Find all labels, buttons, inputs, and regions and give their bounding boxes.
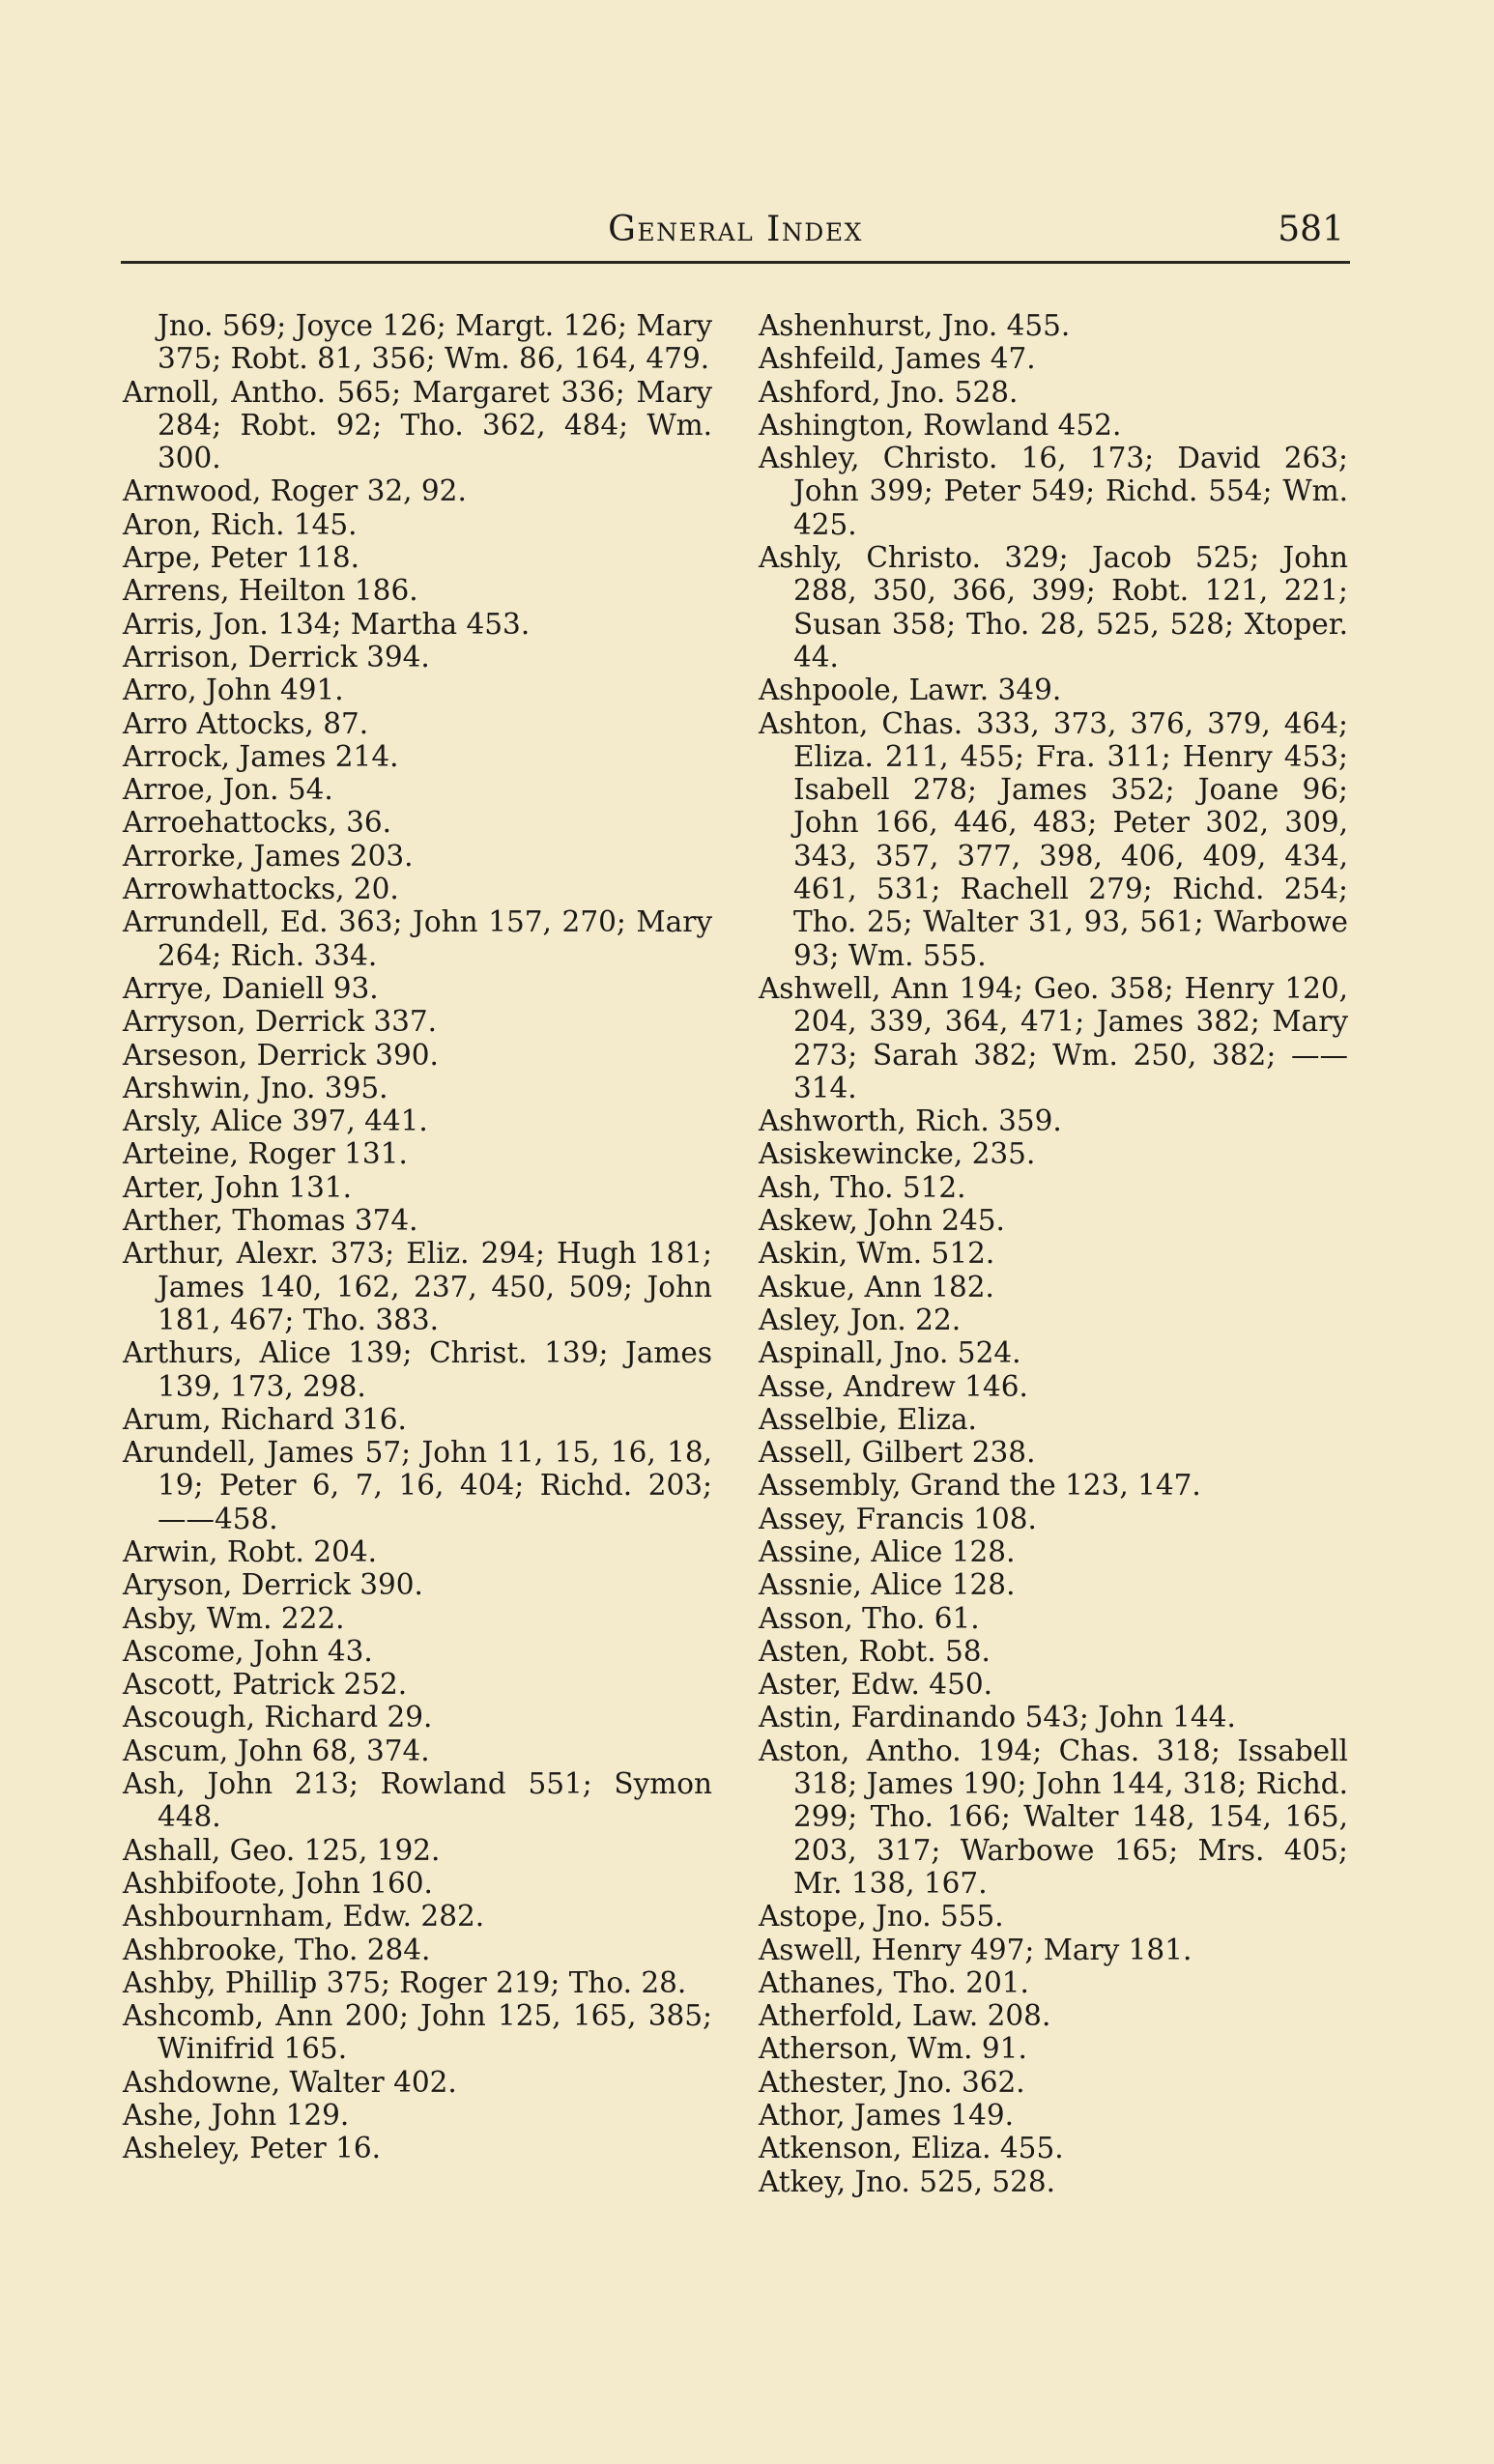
index-entry: Arrock, James 214. [123, 739, 399, 773]
index-entry: Ashly, Christo. 329; Jacob 525; John 288, 350, 366, 399; Robt. 121, 221; Susan 358; Tho. 28, 525, 528; Xtoper. 44. [759, 541, 1348, 673]
index-entry: Ashton, Chas. 333, 373, 376, 379, 464; Eliza. 211, 455; Fra. 311; Henry 453; Isabell 278; James 352; Joane 96; John 166, 446, 483; Peter 302, 309, 343, 357, 377, 398, 406, 409, 434, 461, 531; Rachell 279; Richd. 254; Tho. 25; Walter 31, 93, 561; Warbowe 93; Wm. 555. [759, 706, 1348, 972]
index-entry: Asiskewincke, 235. [759, 1137, 1036, 1171]
index-entry: Ashfeild, James 47. [759, 342, 1036, 376]
index-entry: Ashall, Geo. 125, 192. [123, 1833, 441, 1867]
index-entry: Ascum, John 68, 374. [123, 1733, 430, 1767]
index-entry: Athester, Jno. 362. [759, 2065, 1025, 2099]
index-entry: Arrorke, James 203. [123, 839, 414, 873]
index-entry: Arrye, Daniell 93. [123, 971, 379, 1005]
index-entry: Ascome, John 43. [123, 1634, 373, 1668]
index-entry: Atherson, Wm. 91. [759, 2032, 1027, 2066]
index-entry: Asselbie, Eliza. [759, 1402, 977, 1436]
index-entry: Ashby, Phillip 375; Roger 219; Tho. 28. [123, 1965, 687, 1999]
index-entry: Ascough, Richard 29. [123, 1701, 433, 1734]
index-entry: Ashdowne, Walter 402. [123, 2065, 457, 2099]
index-entry: Arnwood, Roger 32, 92. [123, 474, 467, 508]
index-entry: Ashington, Rowland 452. [759, 408, 1122, 442]
index-entry: Astin, Fardinando 543; John 144. [759, 1701, 1236, 1734]
index-entry: Assell, Gilbert 238. [759, 1436, 1036, 1470]
index-entry: Asten, Robt. 58. [759, 1634, 991, 1668]
index-entry: Jno. 569; Joyce 126; Margt. 126; Mary 375; Robt. 81, 356; Wm. 86, 164, 479. [158, 309, 712, 376]
page-header [121, 207, 1350, 264]
index-entry: Arro Attocks, 87. [123, 706, 369, 740]
index-entry: Ashford, Jno. 528. [759, 375, 1019, 409]
index-entry: Arthur, Alexr. 373; Eliz. 294; Hugh 181; James 140, 162, 237, 450, 509; John 181, 467; Tho. 383. [123, 1237, 712, 1336]
index-entry: Arroehattocks, 36. [123, 806, 391, 840]
index-entry: Aster, Edw. 450. [759, 1668, 992, 1702]
index-entry: Ashbrooke, Tho. 284. [123, 1933, 431, 1966]
index-entry: Arteine, Roger 131. [123, 1137, 408, 1171]
index-entry: Arundell, James 57; John 11, 15, 16, 18, 19; Peter 6, 7, 16, 404; Richd. 203; ——458. [123, 1436, 712, 1535]
index-entry: Asley, Jon. 22. [759, 1303, 962, 1336]
index-entry: Asby, Wm. 222. [123, 1601, 345, 1635]
index-entry: Ashley, Christo. 16, 173; David 263; John 399; Peter 549; Richd. 554; Wm. 425. [759, 442, 1348, 541]
index-entry: Asson, Tho. 61. [759, 1601, 980, 1635]
index-entry: Ascott, Patrick 252. [123, 1668, 408, 1702]
index-entry: Aspinall, Jno. 524. [759, 1336, 1021, 1370]
index-entry: Arsly, Alice 397, 441. [123, 1104, 428, 1138]
index-entry: Aryson, Derrick 390. [123, 1568, 423, 1602]
index-entry: Arseson, Derrick 390. [123, 1038, 439, 1072]
index-entry: Arryson, Derrick 337. [123, 1005, 438, 1039]
index-entry: Atkey, Jno. 525, 528. [759, 2164, 1056, 2198]
index-entry: Askew, John 245. [759, 1204, 1005, 1238]
index-entry: Assnie, Alice 128. [759, 1568, 1016, 1602]
index-entry: Ash, John 213; Rowland 551; Symon 448. [123, 1767, 712, 1834]
index-entry: Arrison, Derrick 394. [123, 640, 430, 673]
index-entry: Arthurs, Alice 139; Christ. 139; James 139, 173, 298. [123, 1336, 712, 1403]
index-entry: Ashcomb, Ann 200; John 125, 165, 385; Winifrid 165. [123, 1999, 712, 2066]
index-entry: Athanes, Tho. 201. [759, 1965, 1029, 1999]
index-entry: Ashworth, Rich. 359. [759, 1104, 1062, 1138]
index-entry: Arro, John 491. [123, 673, 344, 707]
index-entry: Arrowhattocks, 20. [123, 873, 399, 906]
index-entry: Aswell, Henry 497; Mary 181. [759, 1933, 1192, 1966]
index-entry: Arshwin, Jno. 395. [123, 1071, 388, 1104]
index-entry: Ashpoole, Lawr. 349. [759, 673, 1062, 707]
index-entry: Arwin, Robt. 204. [123, 1534, 377, 1568]
index-entry: Ash, Tho. 512. [759, 1170, 966, 1204]
index-entry: Asse, Andrew 146. [759, 1369, 1028, 1403]
index-column-left [123, 309, 712, 2165]
index-entry: Arroe, Jon. 54. [123, 773, 333, 807]
index-entry: Askue, Ann 182. [759, 1270, 994, 1304]
index-entry: Assey, Francis 108. [759, 1502, 1037, 1535]
index-entry: Arter, John 131. [123, 1170, 352, 1204]
index-entry: Arpe, Peter 118. [123, 541, 359, 575]
index-entry: Arther, Thomas 374. [123, 1204, 418, 1238]
index-column-right [759, 309, 1348, 2198]
index-entry: Arrundell, Ed. 363; John 157, 270; Mary 264; Rich. 334. [123, 905, 712, 972]
index-entry: Atherfold, Law. 208. [759, 1999, 1051, 2033]
index-entry: Asheley, Peter 16. [123, 2132, 381, 2165]
index-entry: Askin, Wm. 512. [759, 1237, 995, 1271]
index-entry: Ashbifoote, John 160. [123, 1866, 433, 1900]
index-entry: Ashwell, Ann 194; Geo. 358; Henry 120, 204, 339, 364, 471; James 382; Mary 273; Sarah 382; Wm. 250, 382; —— 314. [759, 971, 1348, 1104]
index-entry: Arnoll, Antho. 565; Margaret 336; Mary 284; Robt. 92; Tho. 362, 484; Wm. 300. [123, 375, 712, 475]
index-entry: Ashe, John 129. [123, 2099, 350, 2133]
index-entry: Arrens, Heilton 186. [123, 574, 418, 608]
index-entry: Ashbournham, Edw. 282. [123, 1900, 485, 1934]
index-entry: Astope, Jno. 555. [759, 1900, 1004, 1934]
index-entry: Arris, Jon. 134; Martha 453. [123, 607, 531, 641]
index-entry: Atkenson, Eliza. 455. [759, 2132, 1064, 2165]
index-entry: Assine, Alice 128. [759, 1534, 1016, 1568]
index-entry: Ashenhurst, Jno. 455. [759, 309, 1071, 342]
running-title: General Index [608, 210, 863, 249]
index-entry: Aron, Rich. 145. [123, 507, 358, 541]
index-entry: Athor, James 149. [759, 2099, 1015, 2133]
index-entry: Assembly, Grand the 123, 147. [759, 1469, 1201, 1503]
index-entry: Arum, Richard 316. [123, 1402, 407, 1436]
page-number: 581 [1278, 210, 1344, 249]
index-entry: Aston, Antho. 194; Chas. 318; Issabell 318; James 190; John 144, 318; Richd. 299; Tho. 166; Walter 148, 154, 165, 203, 317; Warbowe 165; Mrs. 405; Mr. 138, 167. [759, 1733, 1348, 1900]
